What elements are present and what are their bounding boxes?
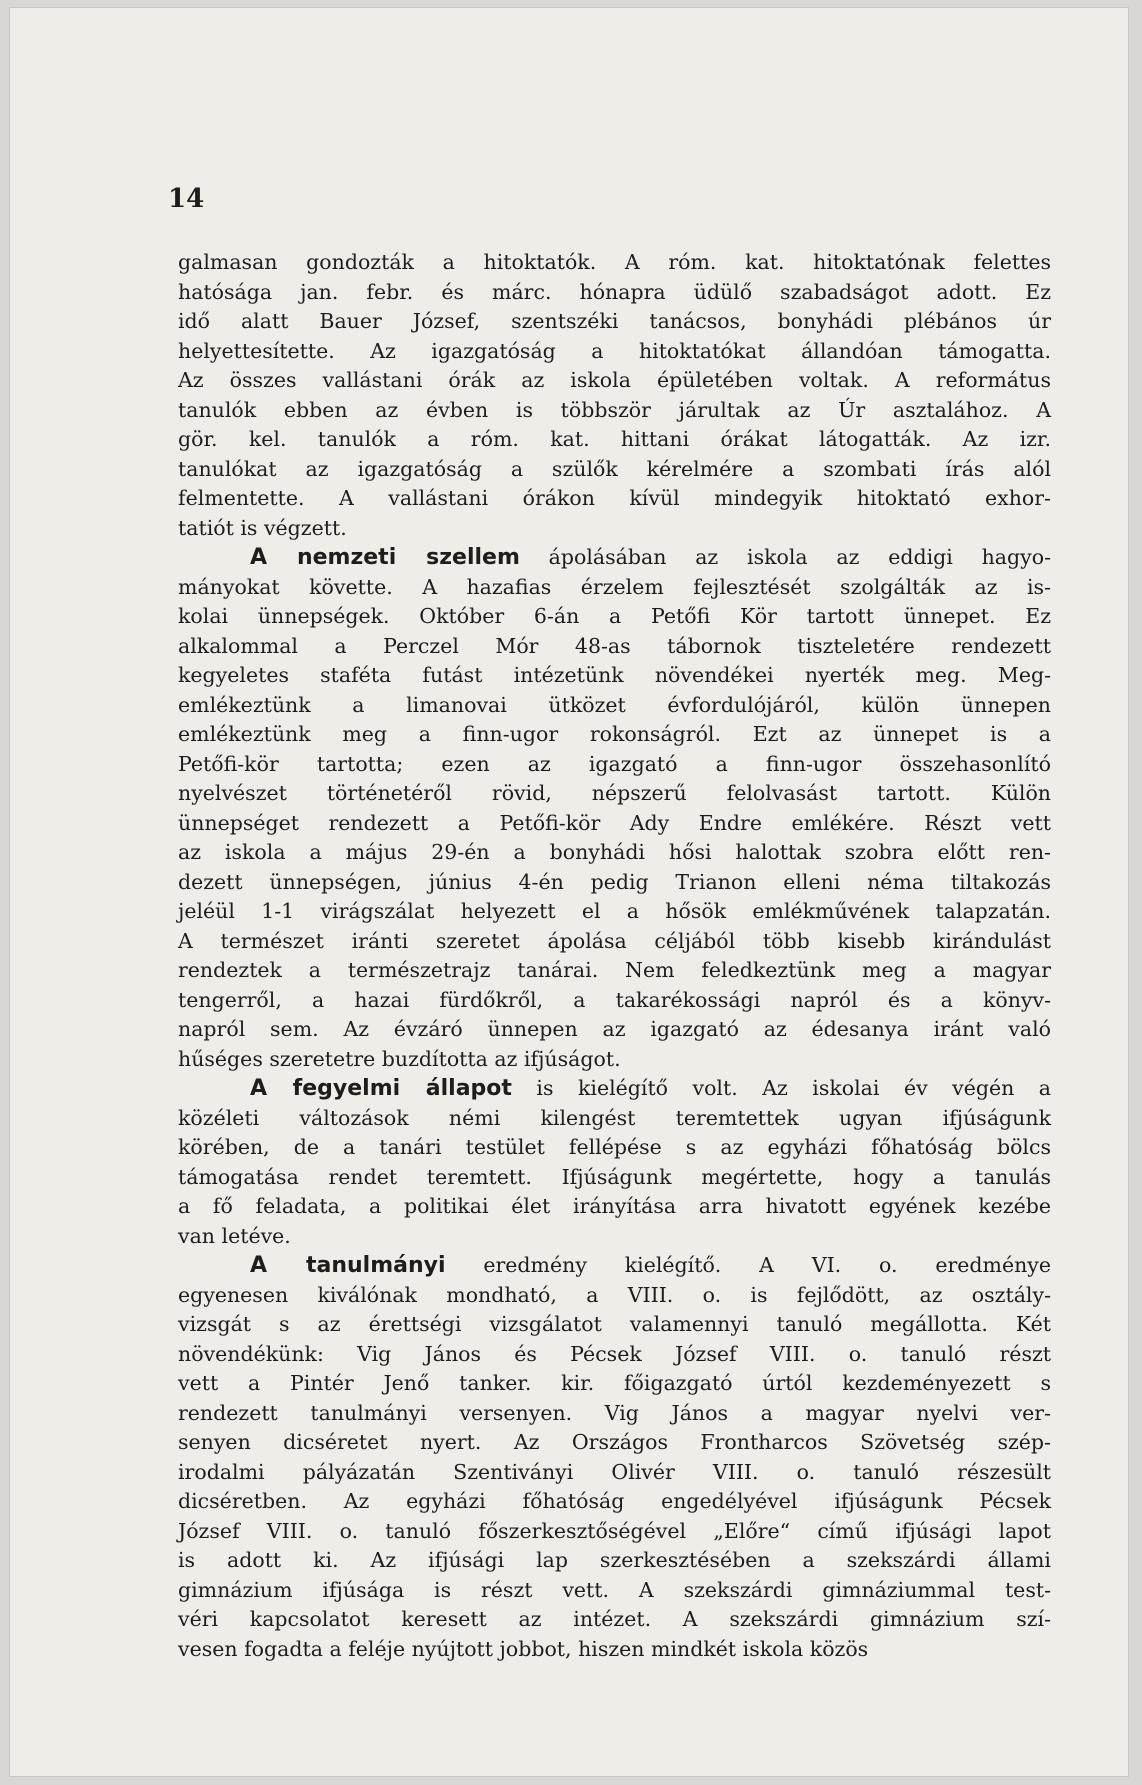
- text-line: véri kapcsolatot keresett az intézet. A szekszárdi gimnázium szí-: [178, 1607, 1051, 1631]
- text-line: támogatása rendet teremtett. Ifjúságunk megértette, hogy a tanulás: [178, 1164, 1051, 1189]
- text-line: közéleti változások némi kilengést teremtettek ugyan ifjúságunk: [178, 1105, 1051, 1130]
- text-line: körében, de a tanári testület fellépése s az egyházi főhatóság bölcs: [178, 1135, 1051, 1159]
- text-line: az iskola a május 29-én a bonyhádi hősi halottak szobra előtt ren-: [178, 840, 1051, 864]
- text-line: nyelvészet történetéről rövid, népszerű felolvasást tartott. Külön: [178, 781, 1051, 805]
- text-line: senyen dicséretet nyert. Az Országos Frontharcos Szövetség szép-: [178, 1430, 1051, 1454]
- text-line: is adott ki. Az ifjúsági lap szerkesztésében a szekszárdi állami: [178, 1548, 1051, 1572]
- scanned-page: [10, 8, 1128, 1776]
- text-line: van letéve.: [178, 1223, 291, 1248]
- text-line: József VIII. o. tanuló főszerkesztőségével „Előre“ című ifjúsági lapot: [178, 1518, 1051, 1543]
- text-line: emlékeztünk a limanovai ütközet évfordulójáról, külön ünnepen: [178, 692, 1051, 717]
- paragraph-heading: A tanulmányi: [250, 1253, 446, 1278]
- text-line: vizsgát s az érettségi vizsgálatot valamennyi tanuló megállotta. Két: [178, 1312, 1051, 1336]
- text-line: Az összes vallástani órák az iskola épületében voltak. A református: [178, 368, 1051, 392]
- text-line: rendeztek a természetrajz tanárai. Nem feledkeztünk meg a magyar: [178, 958, 1051, 982]
- text-line: alkalommal a Perczel Mór 48-as tábornok tiszteletére rendezett: [178, 633, 1051, 658]
- text-line: hatósága jan. febr. és márc. hónapra üdülő szabadságot adott. Ez: [178, 279, 1051, 304]
- text-line: vesen fogadta a feléje nyújtott jobbot, hiszen mindkét iskola közös: [178, 1636, 869, 1661]
- paragraph: [178, 543, 1051, 1074]
- text-line: gimnázium ifjúsága is részt vett. A szekszárdi gimnáziummal test-: [178, 1577, 1051, 1602]
- text-line: helyettesítette. Az igazgatóság a hitoktatókat állandóan támogatta.: [178, 338, 1051, 363]
- text-line: Petőfi-kör tartotta; ezen az igazgató a finn-ugor összehasonlító: [178, 751, 1051, 776]
- text-line: kegyeletes staféta futást intézetünk növendékei nyerték meg. Meg-: [178, 663, 1051, 687]
- text-line: a fő feladata, a politikai élet irányítása arra hivatott egyének kezébe: [178, 1194, 1051, 1218]
- body-text: [178, 248, 1051, 1664]
- text-line: ünnepséget rendezett a Petőfi-kör Ady Endre emlékére. Részt vett: [178, 810, 1051, 835]
- text-line: A természet iránti szeretet ápolása céljából több kisebb kirándulást: [178, 928, 1051, 953]
- text-line: irodalmi pályázatán Szentiványi Olivér VIII. o. tanuló részesült: [178, 1459, 1051, 1484]
- paragraph-heading: A nemzeti szellem: [250, 545, 520, 570]
- text-line: tatiót is végzett.: [178, 515, 347, 540]
- text-line: egyenesen kiválónak mondható, a VIII. o. is fejlődött, az osztály-: [178, 1282, 1051, 1307]
- text-line: kolai ünnepségek. Október 6-án a Petőfi Kör tartott ünnepet. Ez: [178, 604, 1051, 628]
- text-line: [178, 1251, 1051, 1281]
- text-line: mányokat követte. A hazafias érzelem fejlesztését szolgálták az is-: [178, 574, 1051, 599]
- text-line: napról sem. Az évzáró ünnepen az igazgató az édesanya iránt való: [178, 1017, 1051, 1041]
- paragraph: [178, 248, 1051, 543]
- text-line: galmasan gondozták a hitoktatók. A róm. kat. hitoktatónak felettes: [178, 250, 1051, 274]
- text-line: növendékünk: Vig János és Pécsek József VIII. o. tanuló részt: [178, 1341, 1051, 1366]
- text-line: emlékeztünk meg a finn-ugor rokonságról. Ezt az ünnepet is a: [178, 722, 1051, 746]
- text-line: hűséges szeretetre buzdította az ifjúságot.: [178, 1046, 621, 1071]
- text-line: jeléül 1-1 virágszálat helyezett el a hősök emlékművének talapzatán.: [178, 899, 1051, 923]
- text-line: gör. kel. tanulók a róm. kat. hittani órákat látogatták. Az izr.: [178, 427, 1051, 451]
- paragraph-heading: A fegyelmi állapot: [250, 1076, 512, 1101]
- page-number: 14: [168, 184, 205, 214]
- heading-line-rest: is kielégítő volt. Az iskolai év végén a: [511, 1076, 1051, 1100]
- text-line: dezett ünnepségen, június 4-én pedig Trianon elleni néma tiltakozás: [178, 869, 1051, 894]
- paragraph: [178, 1251, 1051, 1664]
- text-line: tanulókat az igazgatóság a szülők kérelmére a szombati írás alól: [178, 456, 1051, 481]
- text-line: [178, 543, 1051, 573]
- text-line: vett a Pintér Jenő tanker. kir. főigazgató úrtól kezdeményezett s: [178, 1371, 1051, 1395]
- heading-line-rest: ápolásában az iskola az eddigi hagyo-: [519, 545, 1051, 569]
- text-line: tengerről, a hazai fürdőkről, a takarékossági napról és a könyv-: [178, 987, 1051, 1012]
- text-line: idő alatt Bauer József, szentszéki tanácsos, bonyhádi plébános úr: [178, 309, 1051, 333]
- text-line: tanulók ebben az évben is többször járultak az Úr asztalához. A: [178, 397, 1051, 422]
- heading-line-rest: eredmény kielégítő. A VI. o. eredménye: [445, 1253, 1052, 1277]
- text-line: dicséretben. Az egyházi főhatóság engedélyével ifjúságunk Pécsek: [178, 1489, 1051, 1513]
- text-line: [178, 1074, 1051, 1104]
- paragraph: [178, 1074, 1051, 1251]
- text-line: rendezett tanulmányi versenyen. Vig János a magyar nyelvi ver-: [178, 1400, 1051, 1425]
- text-line: felmentette. A vallástani órákon kívül mindegyik hitoktató exhor-: [178, 486, 1051, 510]
